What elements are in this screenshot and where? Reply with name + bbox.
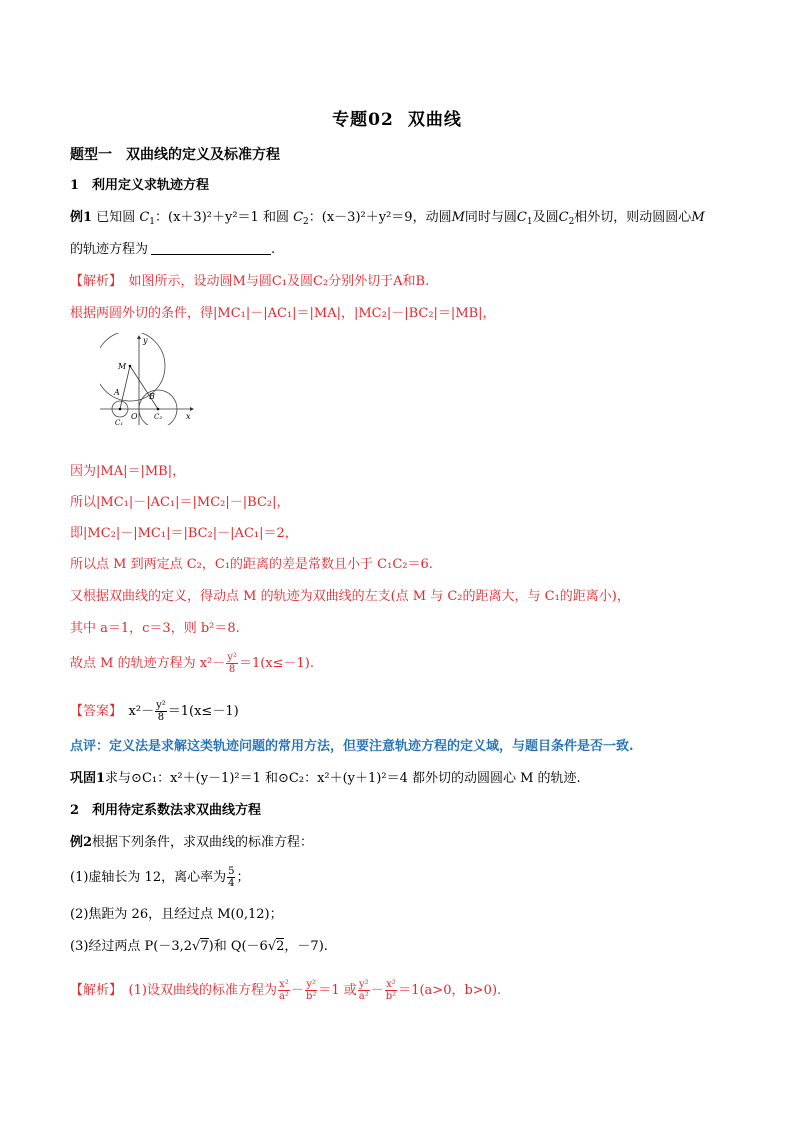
title-name: 双曲线 xyxy=(407,110,462,130)
sol2-a: (1)设双曲线的标准方程为 xyxy=(128,983,277,998)
example-2-line xyxy=(70,834,313,852)
solution-1-line-8: 其中 a＝1，c＝3，则 b²＝8. xyxy=(70,621,240,636)
ex2-c3a: (3)经过两点 P(－3,2 xyxy=(70,939,193,954)
ex1-c1: C xyxy=(139,210,150,225)
label-c1: C₁ xyxy=(115,419,124,425)
label-y: y xyxy=(143,336,148,345)
ex1-eq1: ：(x＋3)²＋y²＝1 和圆 xyxy=(155,210,289,225)
answer-tag: 【答案】 xyxy=(70,704,116,719)
ex2-c1a: (1)虚轴长为 12，离心率为 xyxy=(70,870,227,885)
ex1-m: M xyxy=(451,210,465,225)
sol1-l9b: ＝1(x≤－1). xyxy=(238,656,314,671)
solution-2-tag: 【解析】 xyxy=(70,983,116,998)
sol1-l9a: 故点 M 的轨迹方程为 x²－ xyxy=(70,656,226,671)
example-2-label: 例2 xyxy=(70,835,93,850)
ex2-text: 根据下列条件，求双曲线的标准方程： xyxy=(92,835,314,850)
point-m xyxy=(129,365,132,368)
label-m: M xyxy=(118,362,127,371)
minus-2: － xyxy=(370,983,384,998)
f2-num: y² xyxy=(306,979,316,990)
label-o: O xyxy=(131,412,138,421)
answer-1-line xyxy=(70,700,239,723)
f4-den: b² xyxy=(385,991,397,1002)
solution-1-line-7: 又根据双曲线的定义，得动点 M 的轨迹为双曲线的左支(点 M 与 C₂的距离大，与 C₁的距离小)， xyxy=(70,589,630,604)
solution-1-line-3: 因为|MA|＝|MB|， xyxy=(70,464,186,479)
ex1-t2: 同时与圆 xyxy=(464,210,517,225)
sqrt-2: 2 xyxy=(276,939,285,954)
eccentricity-fraction xyxy=(227,866,235,889)
label-b: B xyxy=(149,392,155,401)
frac-x2-b2 xyxy=(385,979,397,1002)
sol1-l1: 如图所示，设动圆M与圆C₁及圆C₂分别外切于A和B. xyxy=(128,274,430,289)
solution-1-line-6: 所以点 M 到两定点 C₂，C₁的距离的差是常数且小于 C₁C₂＝6. xyxy=(70,557,433,572)
ans1-a: x²－ xyxy=(128,704,155,719)
ex2-c3c: ，－7). xyxy=(284,939,328,954)
f3-num: y² xyxy=(358,979,369,990)
ecc-num: 5 xyxy=(228,866,235,877)
label-c2: C₂ xyxy=(154,413,163,421)
solution-2-line-1 xyxy=(70,979,501,1002)
ex1-end: . xyxy=(271,242,276,257)
ex2-c1b: ； xyxy=(236,870,250,885)
ex1-eq2: ：(x－3)²＋y²＝9，动圆 xyxy=(308,210,452,225)
section-heading: 题型一 双曲线的定义及标准方程 xyxy=(70,147,280,163)
sqrt-7: 7 xyxy=(200,939,209,954)
example-2-condition-1 xyxy=(70,866,249,889)
answer-blank xyxy=(151,242,271,255)
point-c1 xyxy=(119,408,122,411)
frac-x2-a2 xyxy=(278,979,290,1002)
ex1-t4: 相外切，则动圆圆心 xyxy=(574,210,692,225)
frac-num: y² xyxy=(227,652,237,663)
ex1-c2: C xyxy=(293,210,304,225)
solution-1-line-2: 根据两圆外切的条件，得|MC₁|－|AC₁|＝|MA|，|MC₂|－|BC₂|＝|MB|， xyxy=(70,306,496,321)
consolidate-label: 巩固1 xyxy=(70,771,106,786)
comment-line: 点评：定义法是求解这类轨迹问题的常用方法，但要注意轨迹方程的定义域，与题目条件是否一致. xyxy=(70,739,634,754)
solution-1-line-4: 所以|MC₁|－|AC₁|＝|MC₂|－|BC₂|， xyxy=(70,495,290,510)
consolidate-text: 求与⊙C₁：x²＋(y－1)²＝1 和⊙C₂：x²＋(y＋1)²＝4 都外切的动圆圆心 M 的轨迹. xyxy=(105,771,581,786)
point-c2 xyxy=(157,408,160,411)
subheading-2: 2 利用待定系数法求双曲线方程 xyxy=(70,803,262,818)
sol2-b: ＝1 或 xyxy=(318,983,357,998)
example-1-line-1: 例1 已知圆 $C_1$：(x＋3)²＋y²＝1 和圆 $C_2$：(x－3)²＋y²＝9，动圆M同时与圆$C_1$及圆$C_2$相外切，则动圆圆心M xyxy=(70,210,705,227)
frac-y2-b2 xyxy=(305,979,317,1002)
f1-den: a² xyxy=(278,991,289,1002)
segment-mc2 xyxy=(130,366,158,409)
y-axis-arrow xyxy=(137,335,141,339)
ans-frac-den: 8 xyxy=(157,712,165,723)
solution-tag: 【解析】 xyxy=(70,274,116,289)
title-topic: 专题02 xyxy=(332,110,394,130)
frac-den: 8 xyxy=(228,664,236,675)
ecc-den: 4 xyxy=(228,878,235,889)
solution-1-line-9 xyxy=(70,652,314,675)
f1-num: x² xyxy=(279,979,289,990)
example-2-condition-2: (2)焦距为 26，且经过点 M(0,12)； xyxy=(70,907,283,922)
solution-1-line-5: 即|MC₂|－|MC₁|＝|BC₂|－|AC₁|＝2， xyxy=(70,526,298,541)
f2-den: b² xyxy=(305,991,317,1002)
ex1-t3: 及圆 xyxy=(532,210,559,225)
minus-1: － xyxy=(290,983,304,998)
subheading-1: 1 利用定义求轨迹方程 xyxy=(70,178,210,193)
fraction-y2-8 xyxy=(226,652,238,675)
sol2-c: ＝1(a>0，b>0). xyxy=(398,983,502,998)
ans-frac-num: y² xyxy=(156,700,166,711)
example-2-condition-3: (3)经过两点 P(－3,2√7)和 Q(－6√2，－7). xyxy=(70,939,328,954)
label-a: A xyxy=(114,388,120,397)
label-x: x xyxy=(186,412,191,421)
ex1-line2-text: 的轨迹方程为 xyxy=(70,242,149,257)
ans1-b: ＝1(x≤－1) xyxy=(167,704,239,719)
x-axis-arrow xyxy=(190,407,194,411)
example-1-label: 例1 xyxy=(70,210,93,225)
example-1-line-2 xyxy=(70,241,275,259)
circles-figure xyxy=(100,333,200,425)
frac-y2-a2 xyxy=(358,979,370,1002)
ex2-c3b: )和 Q(－6 xyxy=(208,939,268,954)
answer-fraction xyxy=(155,700,167,723)
ex1-text: 已知圆 xyxy=(96,210,136,225)
solution-1-line-1 xyxy=(70,273,429,291)
f3-den: a² xyxy=(358,991,369,1002)
consolidate-1-line xyxy=(70,770,581,788)
page-title xyxy=(0,105,794,130)
f4-num: x² xyxy=(386,979,396,990)
moving-circle xyxy=(100,333,165,401)
